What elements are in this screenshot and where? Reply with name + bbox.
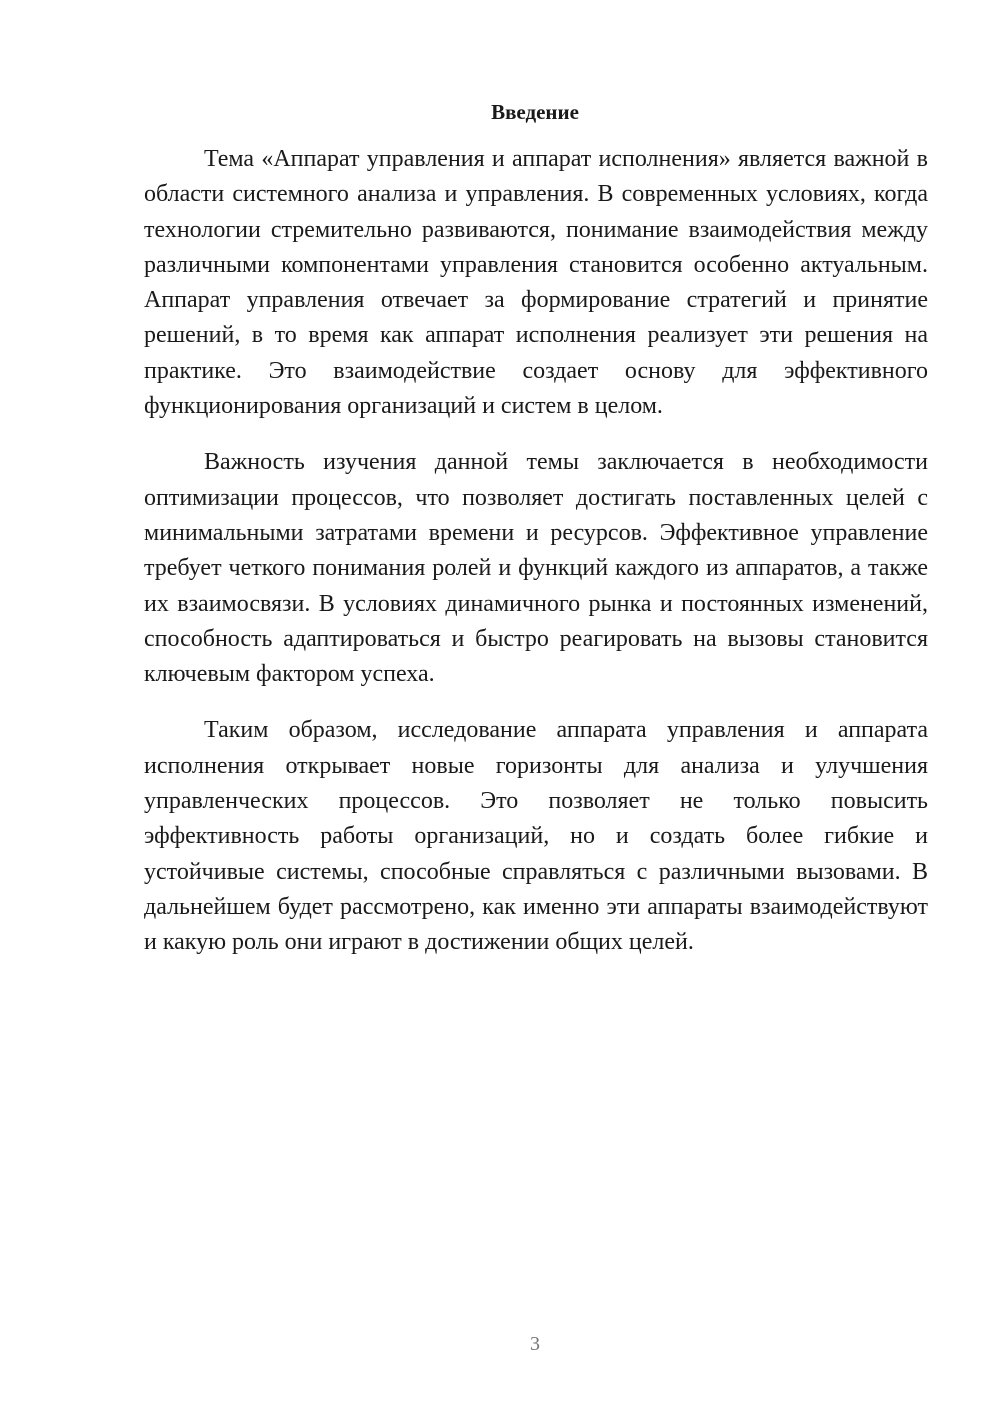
paragraph-1: Тема «Аппарат управления и аппарат исполнения» является важной в области системного анализа и управления. В современных условиях, когда технологии стремительно развиваются, понимание взаимодействия между различными компонентами управления становится особенно актуальным. Аппарат управления отвечает за формирование стратегий и принятие решений, в то время как аппарат исполнения реализует эти решения на практике. Это взаимодействие создает основу для эффективного функционирования организаций и систем в целом. (144, 146, 928, 420)
page-number: 3 (530, 1333, 540, 1355)
paragraph-2: Важность изучения данной темы заключается в необходимости оптимизации процессов, что позволяет достигать поставленных целей с минимальными затратами времени и ресурсов. Эффективное управление требует четкого понимания ролей и функций каждого из аппаратов, а также их взаимосвязи. В условиях динамичного рынка и постоянных изменений, способность адаптироваться и быстро реагировать на вызовы становится ключевым фактором успеха. (144, 449, 928, 688)
paragraph-3: Таким образом, исследование аппарата управления и аппарата исполнения открывает новые горизонты для анализа и улучшения управленческих процессов. Это позволяет не только повысить эффективность работы организаций, но и создать более гибкие и устойчивые системы, способные справляться с различными вызовами. В дальнейшем будет рассмотрено, как именно эти аппараты взаимодействуют и какую роль они играют в достижении общих целей. (144, 717, 928, 956)
section-title: Введение (491, 100, 579, 124)
body-text (144, 142, 928, 961)
